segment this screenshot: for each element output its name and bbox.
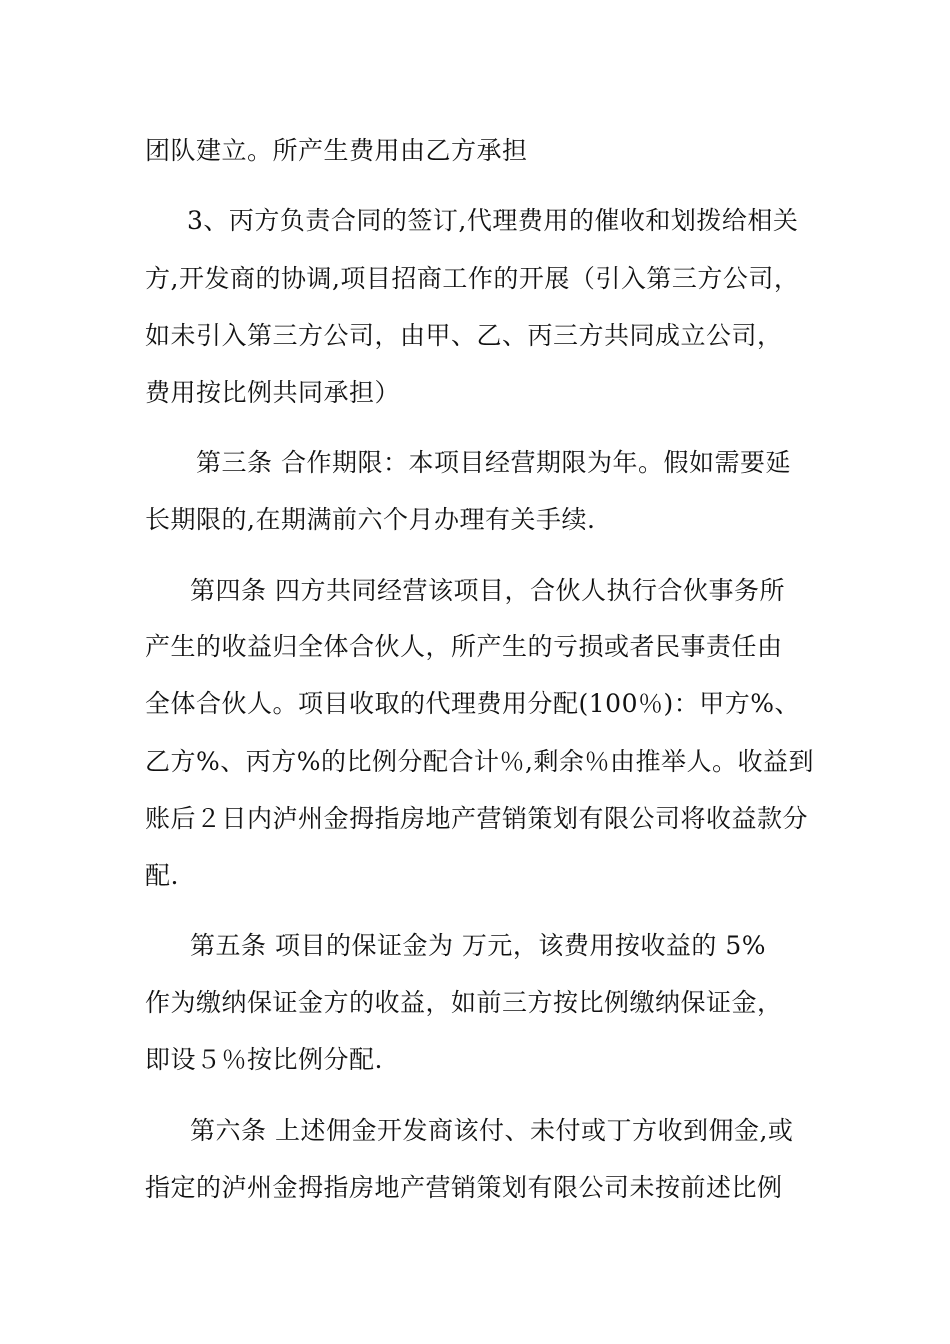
text-line: 指定的泸州金拇指房地产营销策划有限公司未按前述比例 [145, 1173, 783, 1202]
text-line: 第三条 合作期限：本项目经营期限为年。假如需要延 [196, 448, 791, 477]
text-line: 全体合伙人。项目收取的代理费用分配(100％)：甲方%、 [145, 689, 800, 718]
text-line: 乙方%、丙方%的比例分配合计％,剩余％由推举人。收益到 [145, 747, 814, 776]
text-line: 3、丙方负责合同的签订,代理费用的催收和划拨给相关 [187, 206, 799, 235]
text-line: 第四条 四方共同经营该项目，合伙人执行合伙事务所 [190, 576, 785, 605]
text-line: 配. [145, 861, 179, 890]
text-line: 第六条 上述佣金开发商该付、未付或丁方收到佣金,或 [190, 1116, 794, 1145]
text-line: 如未引入第三方公司，由甲、乙、丙三方共同成立公司， [145, 321, 783, 350]
text-line: 长期限的,在期满前六个月办理有关手续. [145, 505, 596, 534]
text-line: 即设５％按比例分配. [145, 1045, 383, 1074]
text-line: 账后２日内泸州金拇指房地产营销策划有限公司将收益款分 [145, 804, 809, 833]
text-line: 产生的收益归全体合伙人，所产生的亏损或者民事责任由 [145, 632, 783, 661]
text-line: 团队建立。所产生费用由乙方承担 [145, 136, 528, 165]
text-line: 作为缴纳保证金方的收益，如前三方按比例缴纳保证金， [145, 988, 783, 1017]
text-line: 费用按比例共同承担） [145, 378, 401, 407]
text-line: 方,开发商的协调,项目招商工作的开展（引入第三方公司， [145, 264, 800, 293]
text-line: 第五条 项目的保证金为 万元，该费用按收益的 5% [190, 931, 767, 960]
